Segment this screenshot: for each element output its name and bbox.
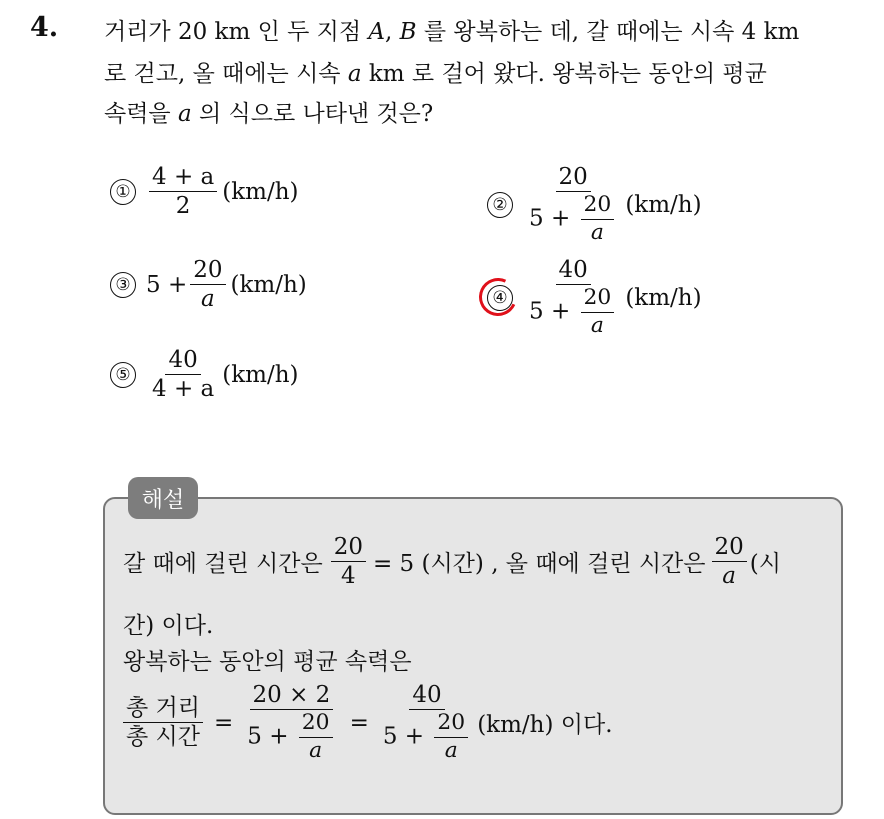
option-5-marker: ⑤ <box>110 362 136 388</box>
selected-answer-circle <box>474 273 523 322</box>
option-5[interactable]: ⑤ $\frac{40}{4 + a}$ (km/h) <box>110 348 299 401</box>
option-4-fraction: 40 5 + $\frac{20}{a}$ <box>526 258 620 338</box>
option-5-fraction: $\frac{40}{4 + a}$ <box>152 347 215 403</box>
option-3[interactable]: ③ 5 + $\frac{20}{a}$ (km/h) <box>110 258 307 311</box>
solution-line-1: 갈 때에 걸린 시간은 $\frac{20}{4}$ = 5 (시간) , 올 때에 걸린 시간은 $\frac{20}{a}$ (시 <box>123 534 781 590</box>
question-line-3: 속력을 a 의 식으로 나타낸 것은? <box>104 101 434 127</box>
question-line-2: 로 걷고, 올 때에는 시속 a km 로 걸어 왔다. 왕복하는 동안의 평균 <box>104 61 767 87</box>
solution-line-2: 간) 이다. <box>123 613 214 639</box>
option-2-fraction: 20 5 + $\frac{20}{a}$ <box>526 165 620 245</box>
solution-line-3: 왕복하는 동안의 평균 속력은 <box>123 649 412 675</box>
option-1-fraction: $\frac{4 + a}{2}$ <box>149 165 217 218</box>
question-line-1: 거리가 20 km 인 두 지점 A, B 를 왕복하는 데, 갈 때에는 시속 4 km <box>104 19 800 45</box>
solution-tag: 해설 <box>128 477 198 519</box>
option-1-marker: ① <box>110 179 136 205</box>
option-3-fraction: $\frac{20}{a}$ <box>190 258 225 311</box>
option-3-marker: ③ <box>110 272 136 298</box>
option-2[interactable]: ② 20 5 + $\frac{20}{a}$ (km/h) <box>487 165 702 245</box>
option-4[interactable]: ④ 40 5 + $\frac{20}{a}$ (km/h) <box>487 258 702 338</box>
option-2-marker: ② <box>487 192 513 218</box>
question-number: 4. <box>30 12 59 43</box>
option-4-marker: ④ <box>487 285 513 311</box>
solution-line-4: $\frac{\text{총 거리}}{\text{총 시간}}$ = 20 × 2 5 + $\frac{20}{a}$ = 40 5 + $\frac{20}{a}$ (km/h) 이다. <box>123 683 613 763</box>
option-1[interactable]: ① $\frac{4 + a}{2}$ (km/h) <box>110 165 299 218</box>
